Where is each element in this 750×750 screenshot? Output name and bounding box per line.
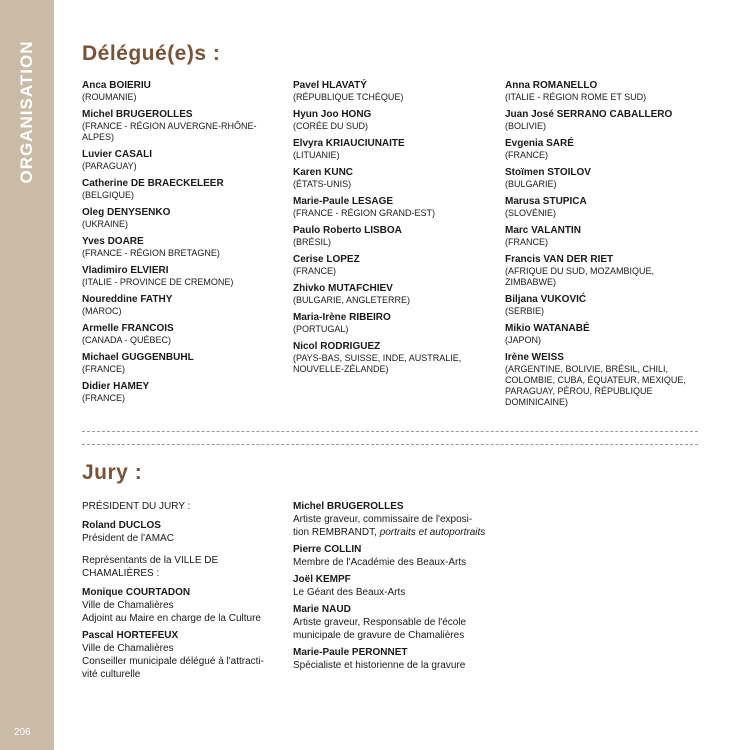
delegate-country: (FRANCE - RÉGION AUVERGNE-RHÔNE-ALPES) (82, 121, 257, 142)
exhibition-title: portraits et autoportraits (379, 527, 486, 538)
delegate-name: Zhivko MUTAFCHIEV (293, 283, 393, 294)
delegate-country: (SERBIE) (505, 306, 545, 316)
jury-column-right (293, 500, 503, 672)
delegate-entry (505, 109, 703, 132)
jury-member-line (293, 526, 503, 539)
jury-member-name: Pierre COLLIN (293, 544, 362, 555)
jury-member-name: Marie-Paule PERONNET (293, 647, 408, 658)
sidebar (0, 0, 54, 750)
delegate-name: Vladimiro ELVIERI (82, 265, 169, 276)
delegate-name: Armelle FRANCOIS (82, 323, 174, 334)
delegate-name: Didier HAMEY (82, 381, 150, 392)
delegate-country: (PORTUGAL) (293, 324, 349, 334)
delegate-entry (293, 80, 493, 103)
delegate-entry (293, 254, 493, 277)
jury-member-line: vité culturelle (82, 669, 141, 680)
delegates-column-1 (82, 80, 282, 410)
jury-member-line: Ville de Chamalières (82, 643, 174, 654)
delegate-country: (CANADA - QUÉBEC) (82, 335, 172, 345)
delegate-entry (82, 149, 282, 172)
delegate-entry (293, 312, 493, 335)
delegate-entry (82, 323, 282, 346)
delegate-country: (SLOVÉNIE) (505, 208, 557, 218)
delegate-name: Catherine DE BRAECKELEER (82, 178, 224, 189)
jury-member-line: Adjoint au Maire en charge de la Culture (82, 613, 261, 624)
delegate-country: (LITUANIE) (293, 150, 340, 160)
delegate-name: Francis VAN DER RIET (505, 254, 614, 265)
delegate-country: (PARAGUAY) (82, 161, 137, 171)
delegate-name: Juan José SERRANO CABALLERO (505, 109, 673, 120)
jury-member-name: Monique COURTADON (82, 587, 191, 598)
delegate-country: (AFRIQUE DU SUD, MOZAMBIQUE, ZIMBABWE) (505, 266, 655, 287)
delegate-name: Irène WEISS (505, 352, 564, 363)
delegate-name: Paulo Roberto LISBOA (293, 225, 402, 236)
section-divider (82, 431, 698, 432)
jury-member-line: municipale de gravure de Chamalières (293, 630, 465, 641)
delegate-name: Pavel HLAVATÝ (293, 80, 367, 91)
jury-member-line: Membre de l'Académie des Beaux-Arts (293, 557, 467, 568)
delegates-heading: Délégué(e)s : (82, 42, 221, 65)
delegate-country: (ITALIE - PROVINCE DE CREMONE) (82, 277, 234, 287)
delegate-entry (82, 294, 282, 317)
jury-member-name: Michel BRUGEROLLES (293, 501, 404, 512)
delegate-country: (FRANCE) (82, 364, 125, 374)
delegate-entry (293, 225, 493, 248)
jury-president-name: Roland DUCLOS (82, 520, 161, 531)
delegate-country: (BELGIQUE) (82, 190, 135, 200)
delegate-country: (FRANCE) (82, 393, 125, 403)
delegate-entry (82, 80, 282, 103)
delegate-country: (ITALIE - RÉGION ROME ET SUD) (505, 92, 647, 102)
delegate-entry (82, 236, 282, 259)
delegate-name: Marusa STUPICA (505, 196, 587, 207)
delegate-name: Michael GUGGENBUHL (82, 352, 194, 363)
delegate-country: (JAPON) (505, 335, 541, 345)
jury-member-line: Conseiller municipale délégué à l'attracti- (82, 656, 265, 667)
delegate-country: (BOLIVIE) (505, 121, 547, 131)
jury-member-name: Pascal HORTEFEUX (82, 630, 179, 641)
delegate-name: Marie-Paule LESAGE (293, 196, 394, 207)
delegate-name: Marc VALANTIN (505, 225, 581, 236)
delegate-entry (505, 167, 703, 190)
jury-column-left (82, 500, 282, 681)
delegate-name: Nicol RODRIGUEZ (293, 341, 381, 352)
delegate-country: (FRANCE) (505, 150, 548, 160)
jury-member-line: Spécialiste et historienne de la gravure (293, 660, 466, 671)
delegates-column-3 (505, 80, 703, 414)
delegate-entry (293, 196, 493, 219)
section-divider (82, 444, 698, 445)
delegate-country: (ARGENTINE, BOLIVIE, BRÉSIL, CHILI, COLOMBIE, CUBA, ÉQUATEUR, MEXIQUE, PARAGUAY, PÉROU, RÉPUBLIQUE DOMINICAINE) (505, 364, 686, 407)
delegate-country: (FRANCE) (293, 266, 336, 276)
delegate-country: (BRÉSIL) (293, 237, 332, 247)
delegate-entry (505, 225, 703, 248)
delegate-country: (FRANCE) (505, 237, 548, 247)
delegate-entry (505, 80, 703, 103)
delegate-entry (505, 138, 703, 161)
sidebar-title: ORGANISATION (17, 40, 36, 184)
delegate-country: (BULGARIE, ANGLETERRE) (293, 295, 411, 305)
delegates-column-2 (293, 80, 493, 381)
jury-member-name: Joël KEMPF (293, 574, 351, 585)
delegate-entry (505, 196, 703, 219)
delegate-entry (293, 283, 493, 306)
delegate-name: Michel BRUGEROLLES (82, 109, 193, 120)
jury-member-line: Artiste graveur, Responsable de l'école (293, 617, 467, 628)
delegate-country: (CORÉE DU SUD) (293, 121, 369, 131)
delegate-country: (FRANCE - RÉGION GRAND-EST) (293, 208, 436, 218)
delegate-country: (MAROC) (82, 306, 122, 316)
delegate-name: Hyun Joo HONG (293, 109, 372, 120)
delegate-entry (82, 265, 282, 288)
delegate-entry (505, 352, 703, 408)
delegate-name: Oleg DENYSENKO (82, 207, 171, 218)
jury-president-label: PRÉSIDENT DU JURY : (82, 501, 191, 512)
delegate-entry (82, 352, 282, 375)
delegate-country: (PAYS-BAS, SUISSE, INDE, AUSTRALIE, NOUVELLE-ZÉLANDE) (293, 353, 462, 374)
jury-heading: Jury : (82, 461, 143, 484)
delegate-name: Anna ROMANELLO (505, 80, 598, 91)
delegate-name: Anca BOIERIU (82, 80, 151, 91)
delegate-entry (82, 381, 282, 404)
delegate-country: (FRANCE - RÉGION BRETAGNE) (82, 248, 220, 258)
delegate-name: Elvyra KRIAUCIUNAITE (293, 138, 405, 149)
jury-member-name: Marie NAUD (293, 604, 351, 615)
jury-member-line: Le Géant des Beaux-Arts (293, 587, 406, 598)
delegate-name: Mikio WATANABÉ (505, 323, 590, 334)
delegate-entry (505, 254, 703, 288)
page-number: 206 (14, 727, 31, 738)
delegate-country: (UKRAINE) (82, 219, 129, 229)
delegate-country: (ÉTATS-UNIS) (293, 179, 352, 189)
jury-president-role: Président de l'AMAC (82, 533, 174, 544)
jury-reps-label: Représentants de la VILLE DE CHAMALIÈRES : (82, 555, 219, 579)
delegate-name: Stoïmen STOILOV (505, 167, 591, 178)
delegate-entry (82, 109, 282, 143)
delegate-name: Maria-Irène RIBEIRO (293, 312, 391, 323)
delegate-name: Cerise LOPEZ (293, 254, 360, 265)
delegate-entry (505, 294, 703, 317)
delegate-entry (293, 167, 493, 190)
delegate-entry (505, 323, 703, 346)
delegate-entry (82, 207, 282, 230)
delegate-entry (293, 341, 493, 375)
delegate-name: Luvier CASALI (82, 149, 153, 160)
jury-member-line: Ville de Chamalières (82, 600, 174, 611)
delegate-country: (ROUMANIE) (82, 92, 137, 102)
delegate-name: Evgenia SARÉ (505, 138, 574, 149)
delegate-name: Noureddine FATHY (82, 294, 173, 305)
delegate-country: (RÉPUBLIQUE TCHÈQUE) (293, 92, 404, 102)
delegate-entry (293, 138, 493, 161)
delegate-name: Karen KUNC (293, 167, 354, 178)
delegate-entry (82, 178, 282, 201)
delegate-country: (BULGARIE) (505, 179, 557, 189)
delegate-name: Yves DOARE (82, 236, 144, 247)
delegate-name: Biljana VUKOVIĆ (505, 294, 587, 305)
jury-member-line-regular: tion REMBRANDT, (293, 527, 380, 538)
delegate-entry (293, 109, 493, 132)
jury-member-line: Artiste graveur, commissaire de l'exposi- (293, 514, 473, 525)
